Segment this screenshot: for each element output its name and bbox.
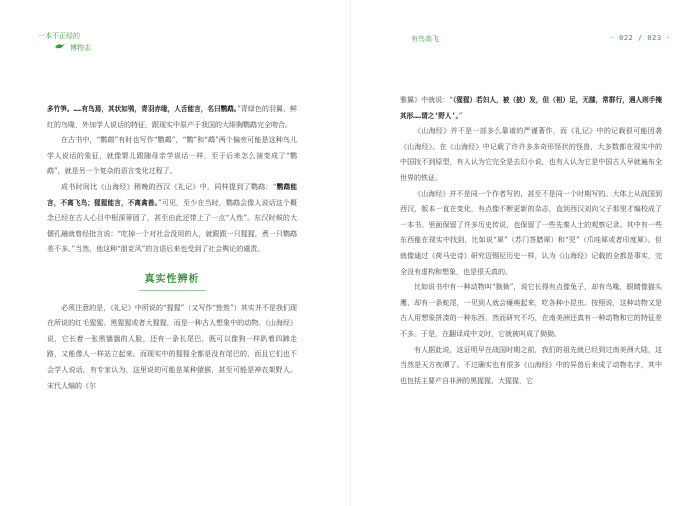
right-page	[350, 0, 700, 506]
bird-icon	[54, 42, 66, 54]
left-paragraph-1-rest: ”青绿色的羽翼、鲜红的鸟喙，外加学人说话的特征，跟现实中原产于我国的大绯胸鹦鹉完全吻合。	[47, 105, 297, 129]
left-paragraph-2: 在古书中，“鹦鹉”有时也写作“鹦鵡”，“鹦”和“鵡”两个偏旁可能是这种鸟儿学人说话的象征，就像婴儿跟随母亲学说话一样，至于后来怎么演变成了“鹦鹉”，就是另一个复杂的语言变化过程了。	[47, 136, 297, 176]
left-paragraph-3	[47, 180, 297, 258]
right-paragraph-1	[400, 93, 662, 124]
left-quote-2: 鹦鹉能言，不离飞鸟；猩猩能言，不离禽兽。	[47, 182, 298, 207]
right-paragraph-1-end: ”	[458, 111, 463, 120]
left-quote-1: 多竹笋。……有鸟焉，其状如鸮，青羽赤喙，人舌能言，名曰鹦鹉。	[47, 105, 238, 113]
running-head: 有鸟高飞	[411, 35, 439, 43]
left-paragraph-3-start: 成书时间比《山海经》稍晚的西汉《礼记》中，同样提到了鹦鹉：“	[61, 182, 277, 191]
left-paragraph-4: 必须注意的是，《礼记》中所说的“猩猩”（又写作“甡甡”）其实并不是我们现在所说的红毛猩猩、黑猩猩或者大猩猩，而是一种古人想象中的动物。《山海经》说，它长着一张黑貒貒的人脸，还有一条长尾巴，既可以像狗一样趴着四蹄走路，又能像人一样站立起来。而现实中的猩猩全都是没有尾巴的，而且它们也不会学人说话，有专家认为，这里说的可能是某种猿猴，甚至可能是神农架野人。宋代人编的《尔	[47, 303, 297, 390]
right-paragraph-1-start: 雅翼》中就说：“	[400, 96, 453, 104]
right-paragraph-4: 比如说书中有一种动物叫“狕狕”，说它长得有点像兔子，却有鸟喙，眼睛像猫头鹰，却有一条蛇尾，一见到人就会瘫痪起来，吃各种小昆虫。按照说，这种动物又是古人用想象拼凑的一种东西，然而研究不巧，在南美洲还真有一种动物和它的特征差不多。于是，在翻译成中文时，它就被叫成了狕狕。	[400, 283, 662, 338]
logo-line2: 博物志	[70, 43, 91, 52]
left-paragraph-1	[47, 102, 297, 133]
right-quote-1: （猩猩）若妇人，被（披）发，但（袒）足，无膝，常群行，遇人则手掩其形……谓之‘野人’。	[400, 96, 662, 120]
right-body	[400, 93, 662, 389]
right-paragraph-5: 有人据此说，这证明早在战国时期之前，我们的祖先就已经到过南美洲大陆，这当然是天方夜谭了。不过确实也有很多《山海经》中的异兽后来成了动物名字，其中也包括主要产自非洲的黑猩猩、大猩猩，它	[400, 345, 662, 385]
left-body	[47, 102, 297, 394]
right-paragraph-2: 《山海经》并不是一部多么靠谱的严谨著作，而《礼记》中的记载很可能因袭《山海经》。在《山海经》中记载了许许多多奇形怪状的怪兽，大多数都在现实中的中国找不到原型，有人认为它完全是去幻小说，也有人认为它是中国古人早就遍布全世界的铁证。	[400, 127, 662, 182]
section-title: 真实性辨析	[139, 272, 206, 291]
book-logo	[38, 31, 91, 54]
left-paragraph-3-rest: ”可见，至少在当时，鹦鹉会像人说话这个概念已经在古人心目中根深蒂固了，甚至由此还带上了一点“人性”。东汉时候的大儒孔融就曾经批言说：“吃掉一个对社会没用的人，就跟跟一只猩猩，煮一只鹦鹉差不多。”当然，他这种“朋克风”的言语后来也受到了社会舆论的谴责。	[47, 198, 298, 254]
right-paragraph-3: 《山海经》并不是同一个作者写的，甚至不是同一个时期写的。大体上从战国到西汉，版本一直在变化，有点像不断更新的杂志，直到西汉刘向父子那里才编校成了一本书。里面保留了许多历史传说，也保留了一些先秦人士的观察记录。其中有一些东西能在现实中找到，比如说“犀”（苏门答腊犀）和“兕”（爪哇犀或者印度犀）。但就像通过《荷马史诗》研究迈锡尼历史一样，认为《山海经》记载的全都是事实，完全没有虚构和想象，也是很天真的。	[400, 189, 662, 276]
page-indicator: · 022 / 023 ·	[609, 34, 671, 42]
section-heading	[47, 272, 297, 291]
logo-line1: 一本不正经的	[38, 32, 80, 40]
